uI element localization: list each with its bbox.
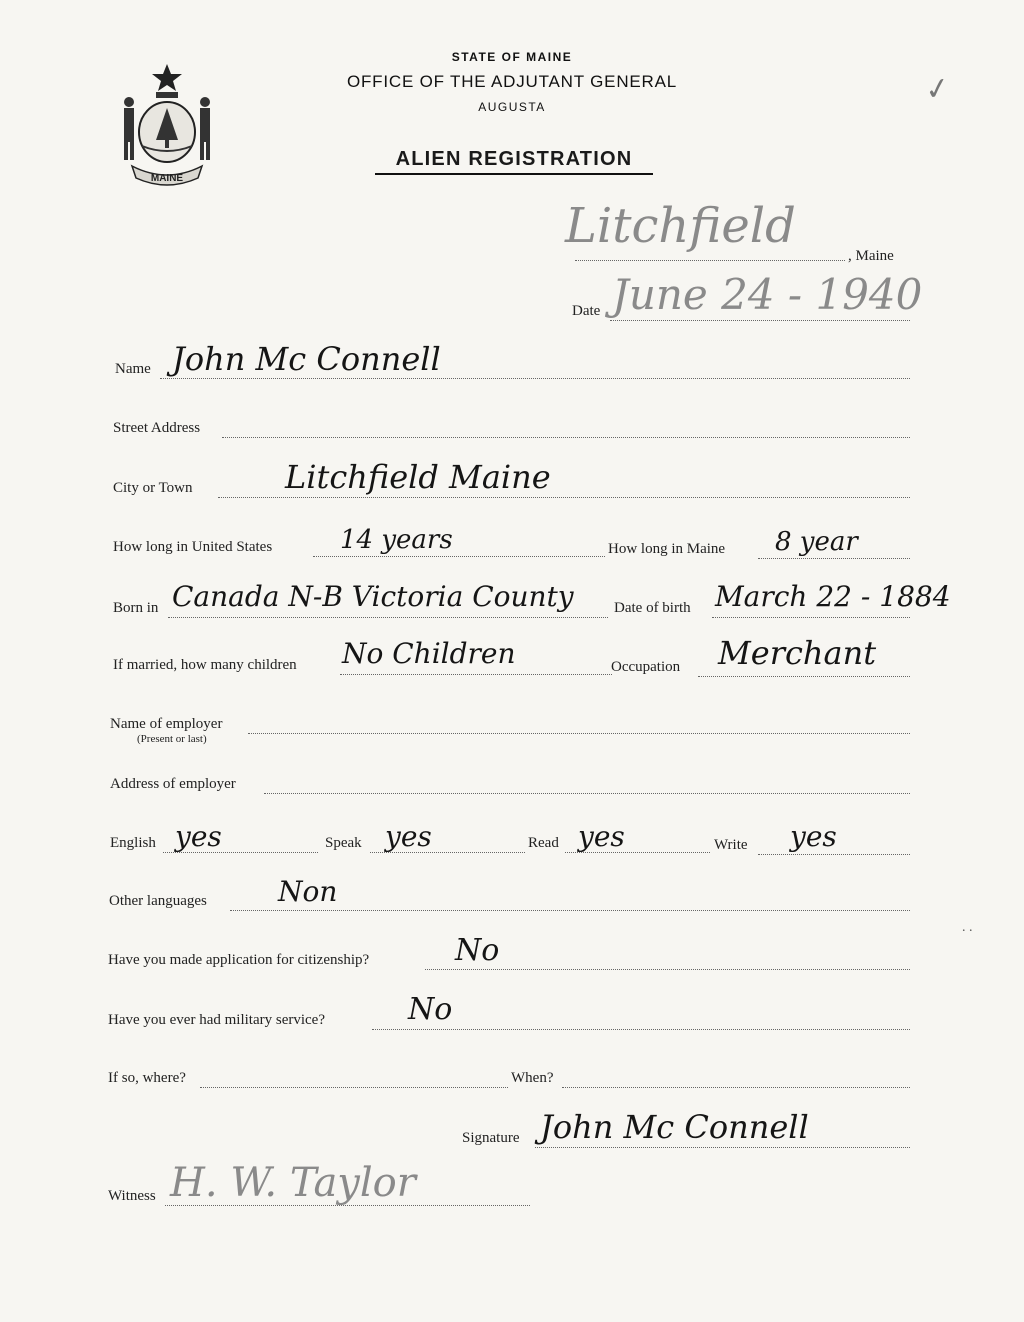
how-long-us-label: How long in United States	[113, 539, 273, 555]
how-long-us-value: 14 years	[340, 525, 453, 555]
citizenship-value: No	[455, 933, 500, 968]
employer-line	[248, 733, 910, 734]
signature-value: John Mc Connell	[540, 1108, 809, 1146]
read-value: yes	[578, 820, 625, 853]
other-languages-value: Non	[278, 875, 338, 908]
name-label: Name	[115, 361, 151, 377]
town-line	[575, 260, 845, 261]
born-in-line	[168, 617, 608, 618]
other-languages-line	[230, 910, 910, 911]
employer-sublabel: (Present or last)	[137, 733, 207, 745]
english-value: yes	[175, 820, 222, 853]
city-town-label: City or Town	[113, 480, 193, 496]
when-label: When?	[511, 1070, 554, 1086]
where-line	[200, 1087, 508, 1088]
children-label: If married, how many children	[113, 657, 297, 673]
check-mark-icon: ✓	[922, 70, 953, 109]
office-heading: OFFICE OF THE ADJUTANT GENERAL	[346, 72, 678, 91]
seal-banner-text: MAINE	[150, 173, 184, 184]
when-line	[562, 1087, 910, 1088]
stray-marks: . .	[962, 920, 973, 935]
witness-label: Witness	[108, 1188, 156, 1204]
speak-value: yes	[385, 820, 432, 853]
how-long-maine-label: How long in Maine	[608, 541, 726, 557]
occupation-line	[698, 676, 910, 677]
military-label: Have you ever had military service?	[108, 1012, 325, 1028]
city-town-value: Litchfield Maine	[285, 458, 551, 496]
speak-label: Speak	[325, 835, 362, 851]
date-of-birth-label: Date of birth	[614, 600, 691, 616]
name-line	[160, 378, 910, 379]
where-label: If so, where?	[108, 1070, 186, 1086]
street-label: Street Address	[113, 420, 201, 436]
city-heading: AUGUSTA	[478, 100, 546, 114]
how-long-maine-value: 8 year	[775, 527, 858, 557]
date-of-birth-value: March 22 - 1884	[715, 580, 951, 613]
employer-address-line	[264, 793, 910, 794]
write-label: Write	[714, 837, 748, 853]
born-in-label: Born in	[113, 600, 159, 616]
signature-label: Signature	[462, 1130, 520, 1146]
military-line	[372, 1029, 910, 1030]
citizenship-label: Have you made application for citizenship?	[108, 952, 370, 968]
occupation-value: Merchant	[718, 634, 877, 672]
city-town-line	[218, 497, 910, 498]
date-of-birth-line	[712, 617, 910, 618]
employer-address-label: Address of employer	[110, 776, 236, 792]
town-value: Litchfield	[565, 198, 796, 254]
witness-value: H. W. Taylor	[170, 1160, 416, 1206]
military-value: No	[408, 992, 453, 1027]
children-line	[340, 674, 612, 675]
state-heading: STATE OF MAINE	[451, 50, 573, 64]
name-value: John Mc Connell	[172, 340, 441, 378]
citizenship-line	[425, 969, 910, 970]
write-line	[758, 854, 910, 855]
street-line	[222, 437, 910, 438]
english-label: English	[110, 835, 156, 851]
children-value: No Children	[342, 637, 516, 670]
how-long-us-line	[313, 556, 605, 557]
form-title: ALIEN REGISTRATION	[375, 148, 653, 175]
date-value: June 24 - 1940	[612, 270, 923, 319]
date-label: Date	[572, 303, 601, 319]
occupation-label: Occupation	[611, 659, 681, 675]
how-long-maine-line	[758, 558, 910, 559]
read-label: Read	[528, 835, 559, 851]
write-value: yes	[790, 820, 837, 853]
employer-label: Name of employer	[110, 716, 223, 732]
other-languages-label: Other languages	[109, 893, 207, 909]
born-in-value: Canada N-B Victoria County	[172, 580, 574, 613]
signature-line	[535, 1147, 910, 1148]
maine-label: , Maine	[848, 248, 894, 264]
date-line	[610, 320, 910, 321]
